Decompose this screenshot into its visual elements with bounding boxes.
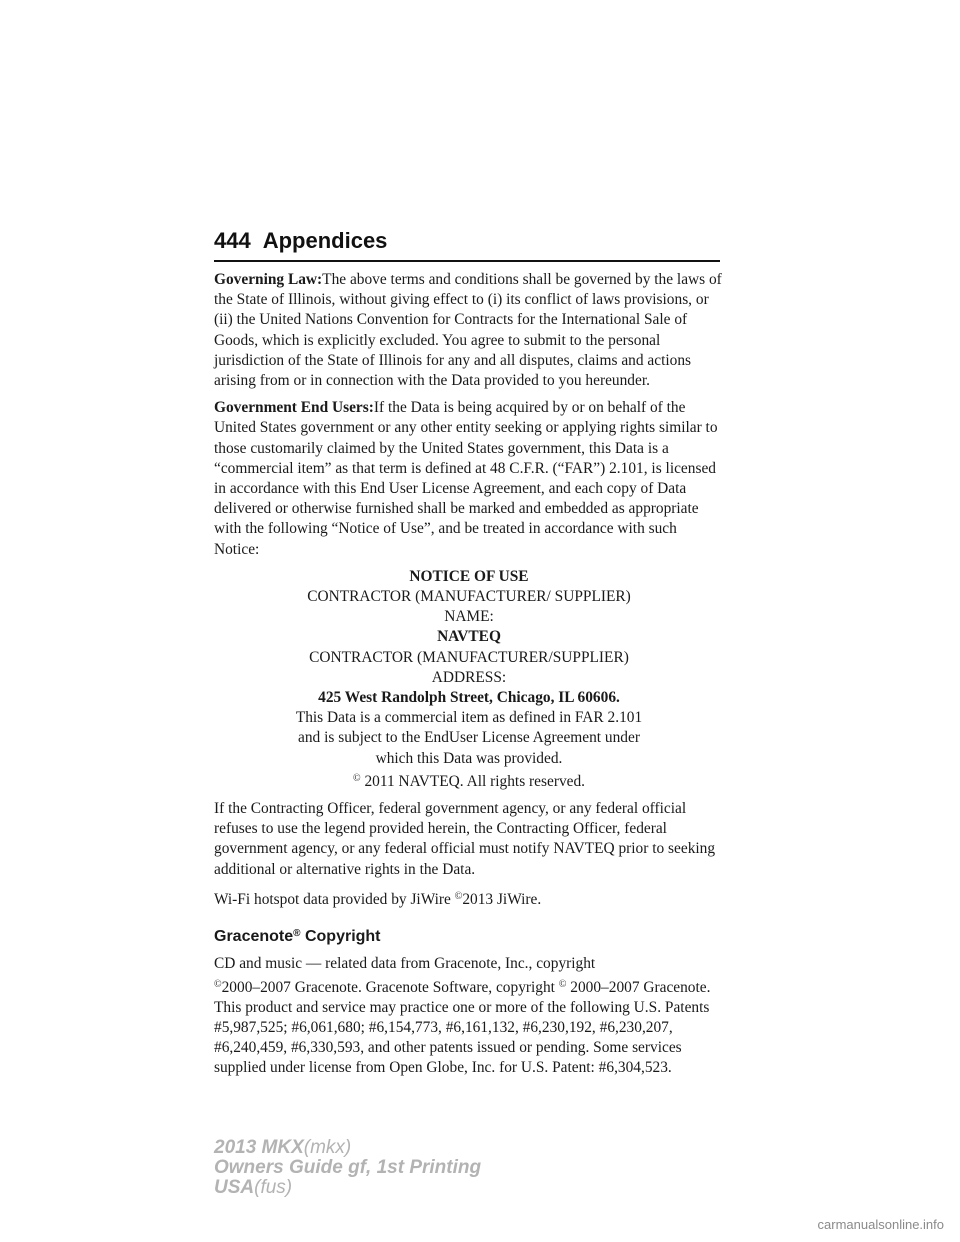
contracting-officer-paragraph: If the Contracting Officer, federal government agency, or any federal official refuses to use the legend provided herein, the Contracting Officer, federal government agency, or any federal official must notify NAVTEQ prior to seeking additional or alternative rights in the Data. <box>214 800 716 878</box>
notice-line-2: and is subject to the EndUser License Agreement under <box>298 729 640 747</box>
governing-law-paragraph <box>214 270 724 391</box>
section-title: Appendices <box>262 228 388 253</box>
governing-law-text: The above terms and conditions shall be governed by the laws of the State of Illinois, without giving effect to (i) its conflict of laws provisions, or (ii) the United Nations Convention for Contracts for the International Sale of Goods, which is explicitly excluded. You agree to submit to the personal jurisdiction of the State of Illinois for any and all disputes, claims and actions arising from or in connection with the Data provided to you hereunder. <box>214 271 722 390</box>
notice-of-use-block <box>214 567 724 792</box>
page-number: 444 <box>214 228 251 253</box>
notice-address-label-1: CONTRACTOR (MANUFACTURER/SUPPLIER) <box>309 648 629 666</box>
notice-title: NOTICE OF USE <box>409 567 529 585</box>
gracenote-heading-rest: Copyright <box>300 928 381 946</box>
page-content <box>214 270 724 1086</box>
notice-line-3: which this Data was provided. <box>375 749 563 767</box>
header-rule <box>214 260 720 262</box>
gracenote-paragraph <box>214 954 724 1078</box>
wifi-text-before: Wi-Fi hotspot data provided by JiWire <box>214 890 455 908</box>
footer-model: 2013 MKX <box>214 1137 304 1158</box>
wifi-text-after: 2013 JiWire. <box>462 890 542 908</box>
notice-copyright <box>214 769 724 792</box>
notice-name-label-2: NAME: <box>444 608 494 626</box>
notice-copyright-text: 2011 NAVTEQ. All rights reserved. <box>360 772 586 790</box>
gracenote-heading <box>214 924 724 947</box>
government-end-users-lead: Government End Users: <box>214 399 374 417</box>
wifi-paragraph <box>214 887 724 910</box>
government-end-users-paragraph <box>214 398 724 560</box>
gracenote-text-c: 2000–2007 Gracenote. This product and service may practice one or more of the following U.S. Patents #5,987,525; #6,061,680; #6,154,773, #6,161,132, #6,230,192, #6,230,207, #6,240,459, #6,330,593, and other patents issued or pending. Some services supplied under license from Open Globe, Inc. for U.S. Patent: #6,304,523. <box>214 978 711 1077</box>
notice-address-label-2: ADDRESS: <box>431 668 507 686</box>
footer-region-line <box>214 1178 481 1198</box>
footer-region-code: (fus) <box>254 1177 293 1198</box>
gracenote-text-a: CD and music — related data from Gracenote, Inc., copyright <box>214 955 596 973</box>
registered-mark: ® <box>293 928 301 940</box>
gracenote-heading-name: Gracenote <box>214 928 294 946</box>
copyright-symbol: © <box>454 890 463 902</box>
footer-model-line <box>214 1138 481 1158</box>
footer-model-code: (mkx) <box>303 1137 352 1158</box>
copyright-symbol: © <box>214 978 222 990</box>
page-header <box>214 228 720 262</box>
copyright-symbol: © <box>352 772 361 784</box>
notice-address: 425 West Randolph Street, Chicago, IL 60606. <box>318 689 620 707</box>
notice-name-label-1: CONTRACTOR (MANUFACTURER/ SUPPLIER) <box>307 588 631 606</box>
site-watermark: carmanualsonline.info <box>817 1217 944 1232</box>
government-end-users-text: If the Data is being acquired by or on behalf of the United States government or any other entity seeking or applying rights similar to those customarily claimed by the United States government, this Data is a “commercial item” as that term is defined at 48 C.F.R. (“FAR”) 2.101, is licensed in accordance with this End User License Agreement, and each copy of Data delivered or otherwise furnished shall be marked and embedded as appropriate with the following “Notice of Use”, and be treated in accordance with such Notice: <box>214 399 718 558</box>
footer-region: USA <box>214 1177 255 1198</box>
page-footer <box>214 1138 481 1198</box>
footer-guide: Owners Guide gf, 1st Printing <box>214 1157 482 1178</box>
notice-name: NAVTEQ <box>437 628 501 646</box>
gracenote-text-b: 2000–2007 Gracenote. Gracenote Software, copyright <box>221 978 559 996</box>
governing-law-lead: Governing Law: <box>214 271 323 288</box>
notice-line-1: This Data is a commercial item as defined in FAR 2.101 <box>295 709 643 727</box>
copyright-symbol: © <box>558 978 567 990</box>
